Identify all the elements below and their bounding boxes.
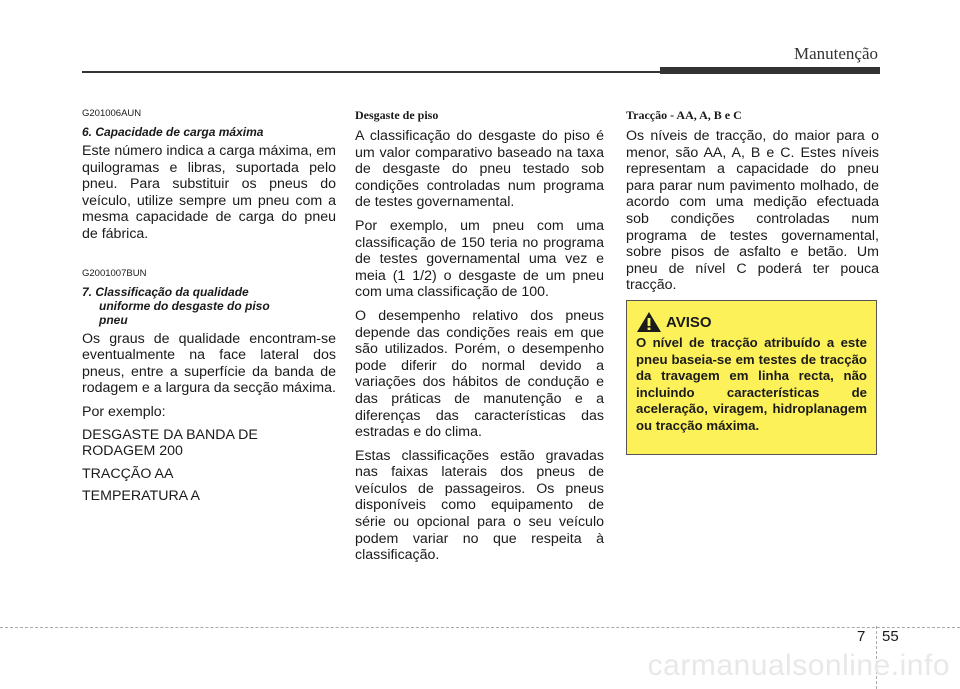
watermark: carmanualsonline.info bbox=[647, 649, 950, 682]
warning-triangle-icon bbox=[636, 311, 662, 333]
page-header-title: Manutenção bbox=[793, 44, 878, 63]
paragraph: Os níveis de tracção, do maior para o menor, são AA, A, B e C. Estes níveis representam a capacidade do pneu para parar num pavimento molhado, de acordo com uma medição efectuada sob condições controladas num programa de testes governamental, sobre pisos de asfalto e betão. Um pneu de nível C poderá ter pouca tracção. bbox=[626, 128, 879, 294]
example-treadwear: DESGASTE DA BANDA DE RODAGEM 200 bbox=[82, 426, 258, 460]
paragraph: A classificação do desgaste do piso é um valor comparativo baseado na taxa de desgaste do pneu testado sob condições controladas num programa de testes governamental. bbox=[355, 128, 604, 211]
paragraph: Este número indica a carga máxima, em quilogramas e libras, suportada pelo pneu. Para substituir os pneus do veículo, utilize sempre um pneu com a mesma capacidade de carga do pneu de fábrica. bbox=[82, 143, 336, 242]
warning-text: O nível de tracção atribuído a este pneu baseia-se em testes de tracção da travagem em linha recta, não incluindo características de aceleração, viragem, hidroplanagem ou tracção máxima. bbox=[636, 335, 867, 433]
section-heading-traction: Tracção - AA, A, B e C bbox=[626, 108, 742, 122]
warning-title: AVISO bbox=[666, 313, 712, 331]
section-heading-load-capacity: 6. Capacidade de carga máxima bbox=[82, 125, 264, 139]
example-intro: Por exemplo: bbox=[82, 403, 166, 420]
warning-header bbox=[636, 311, 867, 333]
section-heading-uniform-grading bbox=[82, 285, 336, 327]
heading-line: 7. Classificação da qualidade bbox=[82, 284, 249, 299]
column-left bbox=[82, 108, 336, 511]
chapter-number: 7 bbox=[857, 628, 866, 645]
footer-divider bbox=[0, 627, 960, 628]
paragraph: O desempenho relativo dos pneus depende das condições reais em que são utilizados. Porém, o desempenho pode diferir do normal devido a variações dos hábitos de condução e das práticas de manutenção e a diferenças das características das estradas e do clima. bbox=[355, 307, 604, 441]
heading-line: pneu bbox=[99, 312, 128, 327]
section-heading-treadwear: Desgaste de piso bbox=[355, 108, 439, 122]
heading-line: uniforme do desgaste do piso bbox=[99, 298, 270, 313]
page-number: 55 bbox=[882, 628, 899, 645]
paragraph: Os graus de qualidade encontram-se eventualmente na face lateral dos pneus, entre a superfície da banda de rodagem e a largura da secção máxima. bbox=[82, 330, 336, 397]
column-middle bbox=[355, 108, 604, 571]
example-temperature: TEMPERATURA A bbox=[82, 488, 200, 505]
column-right bbox=[626, 108, 879, 301]
paragraph: Por exemplo, um pneu com uma classificação de 150 teria no programa de testes governamental uma vez e meia (1 1/2) o desgaste de um pneu com uma classificação de 100. bbox=[355, 217, 604, 301]
section-code: G2001007BUN bbox=[82, 267, 147, 279]
header-divider bbox=[82, 71, 662, 73]
section-code: G201006AUN bbox=[82, 108, 142, 119]
warning-box bbox=[626, 300, 877, 455]
header-divider-accent bbox=[660, 67, 880, 74]
example-traction: TRACÇÃO AA bbox=[82, 465, 174, 482]
paragraph: Estas classificações estão gravadas nas faixas laterais dos pneus de veículos de passageiros. Os pneus disponíveis como equipamento de série ou opcional para o seu veículo podem variar no que respeita à classificação. bbox=[355, 447, 604, 564]
